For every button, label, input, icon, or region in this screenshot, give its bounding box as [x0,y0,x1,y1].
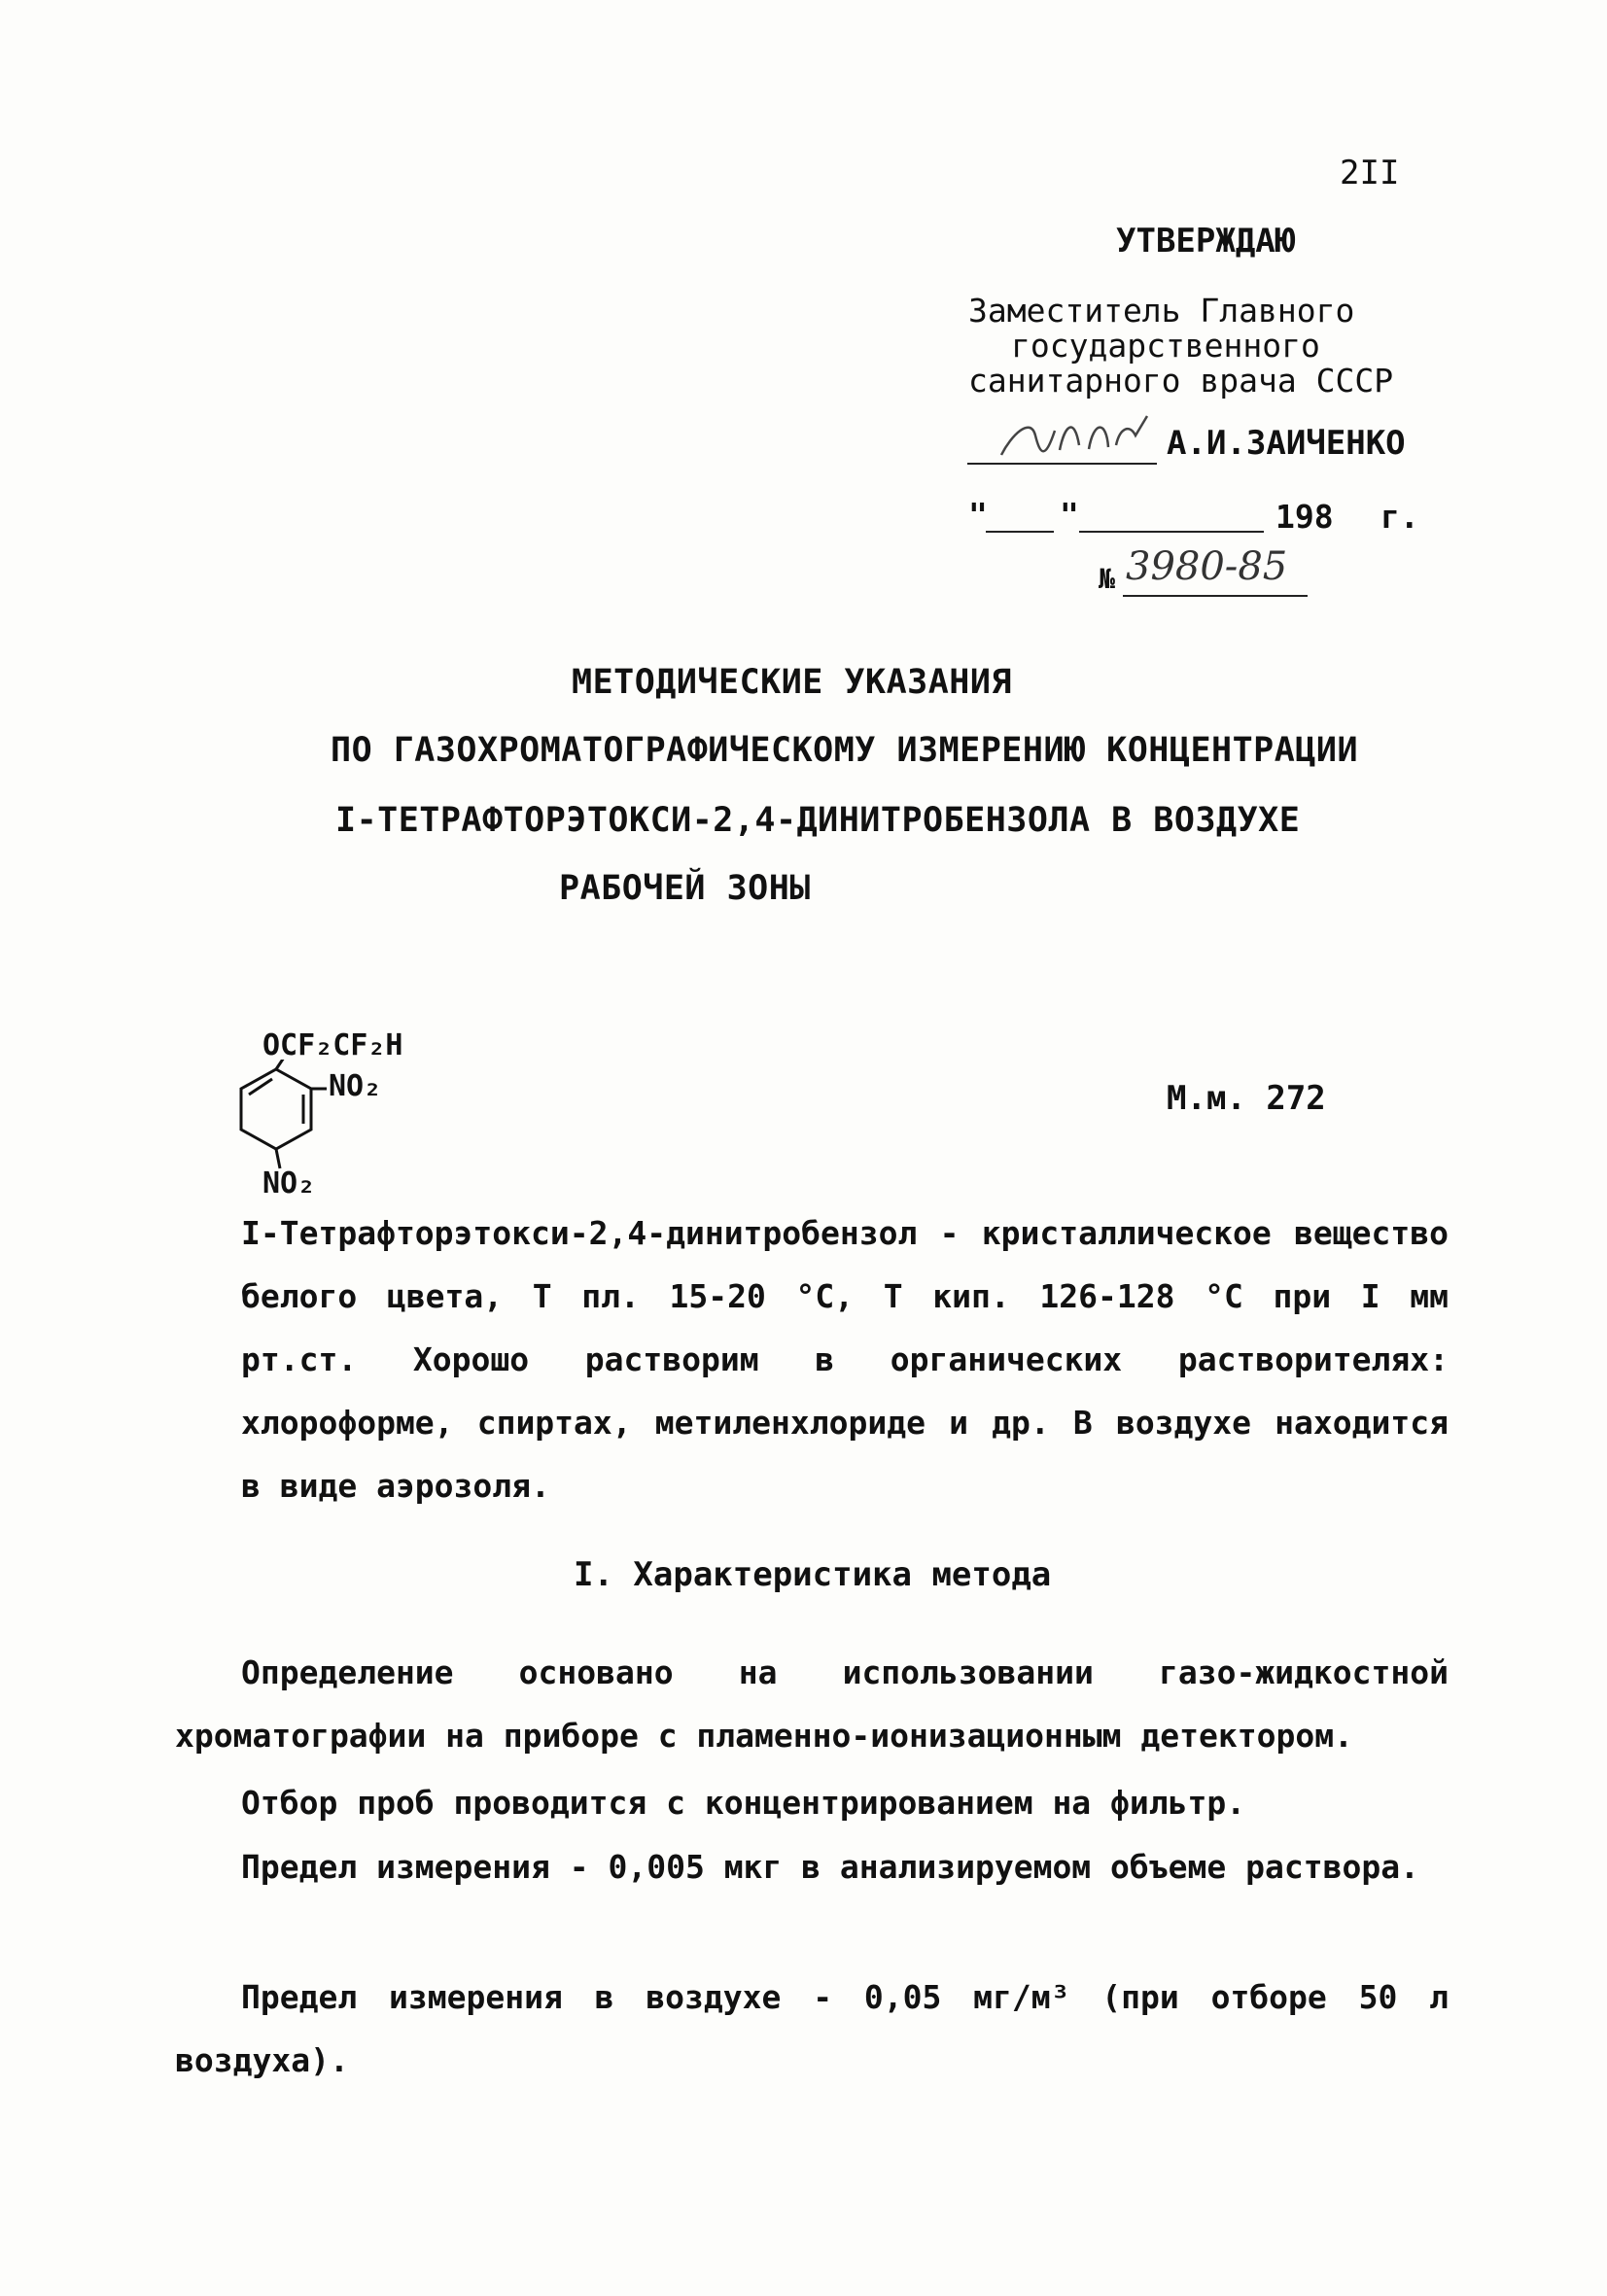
section-paragraph-1: Определение основано на использовании газо-жидкостной хроматографии на приборе с пламенно-ионизационным детектором. [175,1653,1449,1755]
document-title-line-2: ПО ГАЗОХРОМАТОГРАФИЧЕСКОМУ ИЗМЕРЕНИЮ КОНЦЕНТРАЦИИ [331,731,1359,770]
registration-number: 3980-85 [1126,544,1288,589]
formula-substituent-bottom: NO₂ [262,1166,316,1200]
section-paragraph-4: Предел измерения в воздухе - 0,05 мг/м³ (при отборе 50 л воздуха). [175,1978,1449,2079]
date-quote-open: " [968,496,988,534]
registration-number-line [1123,595,1308,597]
section-paragraph-3: Предел измерения - 0,005 мкг в анализируемом объеме раствора. [241,1848,1419,1886]
approver-name: А.И.ЗАИЧЕНКО [1167,424,1406,463]
approval-position-line-1: Заместитель Главного [968,292,1355,330]
intro-paragraph: I-Тетрафторэтокси-2,4-динитробензол - кристаллическое вещество белого цвета, Т пл. 15-20 °C, Т кип. 126-128 °C при I мм рт.ст. Хорошо растворим в органических растворителях: хлороформе, спиртах, метиленхлориде и др. В воздухе находится в виде аэрозоля. [241,1214,1449,1505]
approval-heading: УТВЕРЖДАЮ [1116,222,1296,261]
handwritten-signature [992,406,1167,467]
document-title-line-1: МЕТОДИЧЕСКИЕ УКАЗАНИЯ [572,663,1013,702]
approval-position-line-3: санитарного врача СССР [968,362,1394,400]
date-day-line [986,531,1054,533]
formula-substituent-top: OCF₂CF₂H [262,1028,403,1062]
date-quote-close: " [1060,496,1079,534]
molar-mass: М.м. 272 [1167,1079,1326,1118]
section-heading: I. Характеристика метода [574,1555,1052,1594]
document-title-line-3: I-ТЕТРАФТОРЭТОКСИ-2,4-ДИНИТРОБЕНЗОЛА В ВОЗДУХЕ [335,801,1301,840]
formula-substituent-side: NO₂ [329,1069,382,1103]
date-year-suffix: г. [1380,498,1419,536]
section-paragraph-2: Отбор проб проводится с концентрированием на фильтр. [241,1784,1246,1822]
registration-number-prefix: № [1099,563,1115,595]
date-month-line [1079,531,1264,533]
approval-position-line-2: государственного [1011,327,1320,365]
date-year: 198 [1275,498,1334,536]
document-title-line-4: РАБОЧЕЙ ЗОНЫ [559,869,811,908]
page-number: 2ІІ [1340,154,1400,192]
